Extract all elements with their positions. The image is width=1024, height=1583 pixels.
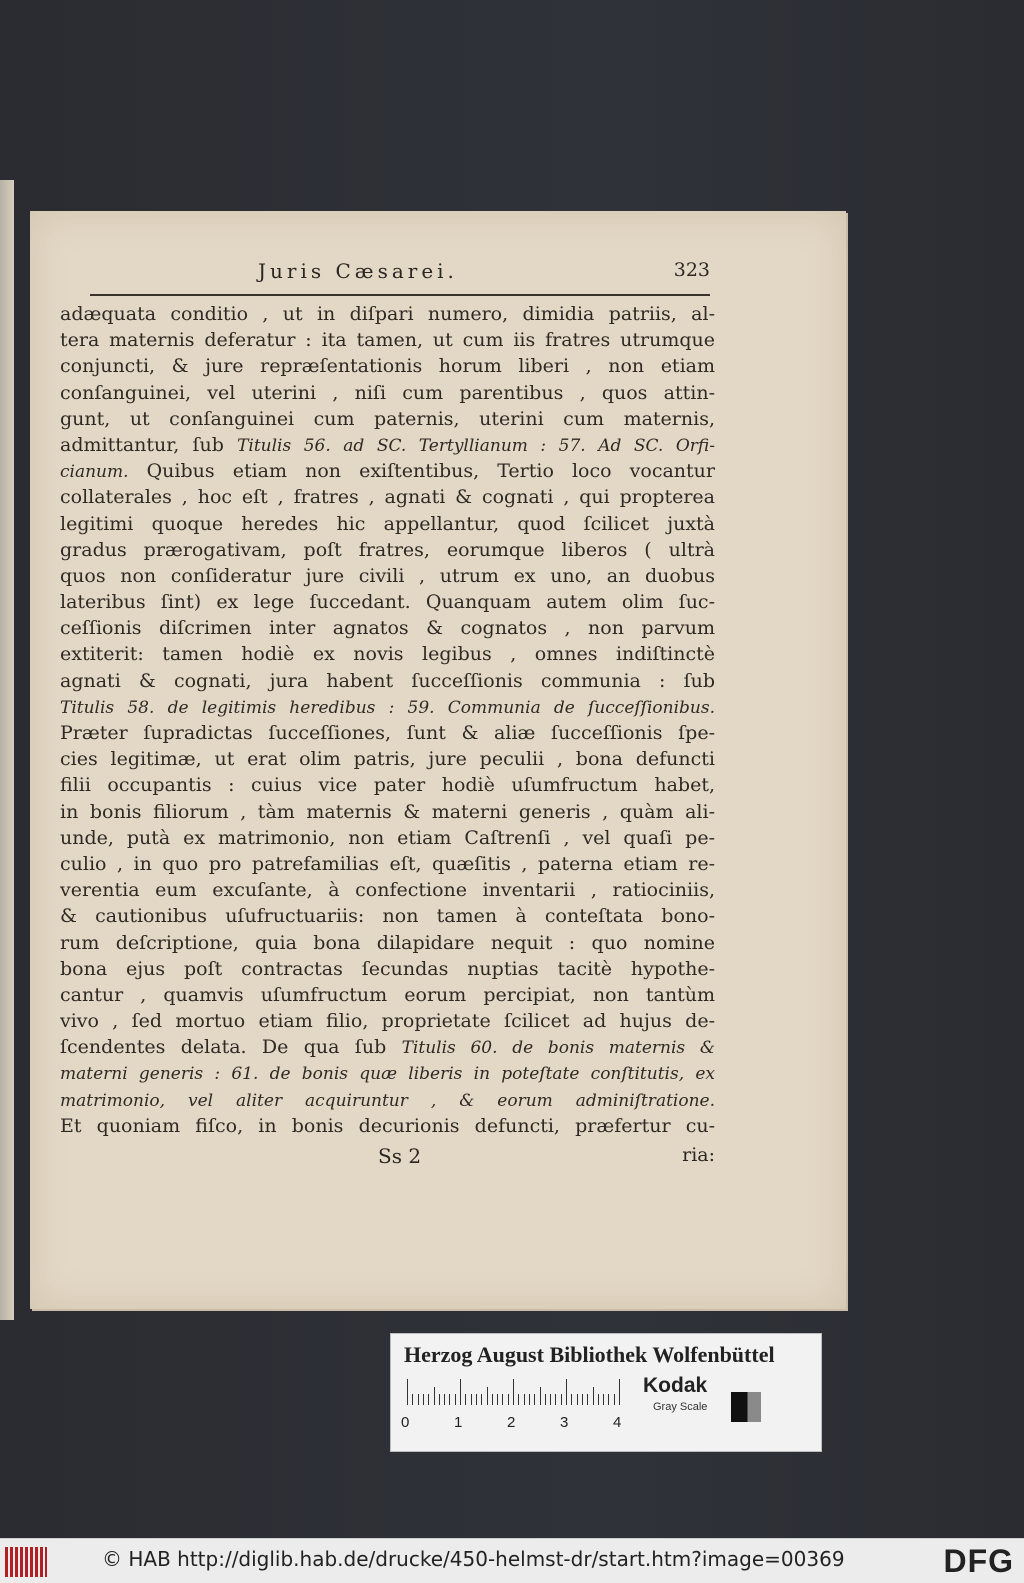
ruler-tick xyxy=(608,1394,609,1405)
ruler-number: 4 xyxy=(613,1414,622,1431)
text-line xyxy=(60,537,715,563)
text-line xyxy=(60,353,715,379)
book-page xyxy=(30,211,846,1309)
head-rule xyxy=(90,294,710,296)
text-run: conjuncti, & jure repræſentationis horum liberi , non etiam xyxy=(60,355,715,378)
text-run: culio , in quo pro patrefamilias eſt, quæſitis , paterna etiam re- xyxy=(60,852,715,875)
text-line xyxy=(60,327,715,353)
credit-link[interactable]: © HAB http://diglib.hab.de/drucke/450-helmst-dr/start.htm?image=00369 xyxy=(102,1547,845,1571)
ruler-number: 0 xyxy=(401,1414,410,1431)
text-line xyxy=(60,1060,715,1086)
text-line xyxy=(60,432,715,458)
ruler-tick xyxy=(412,1394,413,1405)
text-line xyxy=(60,458,715,484)
text-line xyxy=(60,589,715,615)
ruler-tick xyxy=(593,1387,594,1405)
text-line xyxy=(60,1034,715,1060)
text-run: cies legitimæ, ut erat olim patris, jure peculii , bona defuncti xyxy=(60,748,715,771)
text-line xyxy=(60,956,715,982)
text-line xyxy=(60,511,715,537)
text-run: vivo , ſed mortuo etiam filio, proprietate ſcilicet ad hujus de- xyxy=(60,1010,715,1033)
text-line xyxy=(60,563,715,589)
text-line xyxy=(60,903,715,929)
text-run: admittantur, ſub xyxy=(60,433,238,456)
ruler-tick xyxy=(481,1394,482,1405)
ruler-tick xyxy=(508,1394,509,1405)
text-line xyxy=(60,615,715,641)
ruler-tick xyxy=(444,1394,445,1405)
text-run: verentia eum excuſante, à confectione inventarii , ratiociniis, xyxy=(60,879,715,902)
ruler-tick xyxy=(534,1394,535,1405)
italic-citation: Titulis 56. ad SC. Tertyllianum : 57. Ad SC. Orfi- xyxy=(237,435,715,456)
text-run: conſanguinei, vel uterini , niſi cum parentibus , quos attin- xyxy=(60,381,715,404)
text-line xyxy=(60,406,715,432)
ruler-tick xyxy=(571,1394,572,1405)
color-target-card xyxy=(390,1333,822,1452)
dfg-logo: DFG xyxy=(943,1543,1014,1579)
ruler-tick xyxy=(582,1394,583,1405)
text-run: in bonis filiorum , tàm maternis & materni generis , quàm ali- xyxy=(60,800,715,823)
gray-scale-swatch xyxy=(731,1392,761,1422)
text-run: lateribus ſint) ex lege ſuccedant. Quanquam autem olim ſuc- xyxy=(60,591,715,614)
italic-citation: materni generis : 61. de bonis quæ liberis in poteſtate conſtitutis, ex xyxy=(60,1064,715,1085)
text-run: cantur , quamvis uſumfructum eorum percipiat, non tantùm xyxy=(60,983,715,1006)
text-run: Præter ſupradictas ſucceſſiones, ſunt & aliæ ſucceſſionis ſpe- xyxy=(60,722,715,744)
text-line xyxy=(60,720,715,746)
ruler-tick xyxy=(513,1379,514,1405)
ruler-tick xyxy=(428,1394,429,1405)
ruler-tick xyxy=(619,1379,620,1405)
text-line xyxy=(60,799,715,825)
ruler-tick xyxy=(614,1394,615,1405)
italic-citation: Titulis 58. de legitimis heredibus : 59. Communia de ſucceſſionibus. xyxy=(60,697,715,718)
running-head xyxy=(90,257,710,291)
ruler-tick xyxy=(449,1394,450,1405)
text-run: collaterales , hoc eſt , fratres , agnati & cognati , qui propterea xyxy=(60,486,715,509)
text-run: ceſſionis diſcrimen inter agnatos & cognatos , non parvum xyxy=(60,617,715,640)
ruler-tick xyxy=(418,1394,419,1405)
signature-mark: Ss 2 xyxy=(378,1144,422,1168)
text-line xyxy=(60,694,715,720)
ruler-tick xyxy=(550,1394,551,1405)
text-run: adæquata conditio , ut in diſpari numero, dimidia patriis, al- xyxy=(60,303,715,325)
text-line xyxy=(60,746,715,772)
text-line xyxy=(60,825,715,851)
ruler-tick xyxy=(497,1394,498,1405)
text-line xyxy=(60,380,715,406)
ruler-tick xyxy=(561,1394,562,1405)
barcode-icon xyxy=(5,1547,47,1577)
gray-scale-label: Gray Scale xyxy=(653,1401,708,1413)
text-run: gradus prærogativam, poſt fratres, eorumque liberos ( ultrà xyxy=(60,538,715,561)
ruler-tick xyxy=(471,1394,472,1405)
kodak-logo: Kodak xyxy=(643,1374,708,1397)
ruler-tick xyxy=(407,1379,408,1405)
ruler-tick xyxy=(439,1394,440,1405)
text-line xyxy=(60,1087,715,1113)
ruler-tick xyxy=(545,1394,546,1405)
text-line xyxy=(60,1113,715,1139)
text-run: Et quoniam fiſco, in bonis decurionis defuncti, præfertur cu- xyxy=(60,1114,715,1137)
text-run: legitimi quoque heredes hic appellantur, quod ſcilicet juxtà xyxy=(60,512,715,535)
ruler-tick xyxy=(598,1394,599,1405)
text-run: filii occupantis : cuius vice pater hodiè uſumfructum habet, xyxy=(60,774,715,797)
text-line xyxy=(60,301,715,327)
italic-citation: matrimonio, vel aliter acquiruntur , & eorum adminiſtratione. xyxy=(60,1090,715,1111)
bottom-credit-bar xyxy=(0,1538,1024,1583)
page-footer xyxy=(60,1144,715,1172)
ruler-scale xyxy=(407,1379,625,1405)
ruler-number: 3 xyxy=(560,1414,569,1431)
text-run: agnati & cognati, jura habent ſucceſſionis communia : ſub xyxy=(60,669,715,692)
previous-page-edge xyxy=(0,180,14,1320)
ruler-tick xyxy=(423,1394,424,1405)
running-title: Juris Cæsarei. xyxy=(258,259,458,283)
ruler-tick xyxy=(540,1387,541,1405)
text-run: Quibus etiam non exiſtentibus, Tertio loco vocantur xyxy=(128,460,715,483)
text-line xyxy=(60,1008,715,1034)
text-run: unde, putà ex matrimonio, non etiam Caſtrenſi , vel quaſi pe- xyxy=(60,826,715,849)
ruler-tick xyxy=(455,1394,456,1405)
text-line xyxy=(60,641,715,667)
ruler-tick xyxy=(524,1394,525,1405)
text-line xyxy=(60,851,715,877)
text-line xyxy=(60,484,715,510)
ruler-tick xyxy=(555,1394,556,1405)
text-run: bona ejus poſt contractas ſecundas nuptias tacitè hypothe- xyxy=(60,957,715,980)
ruler-tick xyxy=(476,1394,477,1405)
text-run: tera maternis deferatur : ita tamen, ut cum iis fratres utrumque xyxy=(60,329,715,352)
italic-citation: Titulis 60. de bonis maternis & xyxy=(401,1038,715,1059)
text-run: gunt, ut conſanguinei cum paternis, uterini cum maternis, xyxy=(60,407,715,430)
ruler-tick xyxy=(460,1379,461,1405)
ruler-tick xyxy=(577,1394,578,1405)
text-run: & cautionibus uſufructuariis: non tamen à conteſtata bono- xyxy=(60,905,715,928)
ruler-tick xyxy=(518,1394,519,1405)
ruler-tick xyxy=(434,1387,435,1405)
ruler-number: 1 xyxy=(454,1414,463,1431)
text-run: ſcendentes delata. De qua ſub xyxy=(60,1036,402,1059)
ruler-tick xyxy=(529,1394,530,1405)
ruler-numbers xyxy=(401,1414,641,1434)
ruler-tick xyxy=(487,1387,488,1405)
page-number: 323 xyxy=(673,259,710,281)
page-body-text xyxy=(60,301,715,1139)
library-name: Herzog August Bibliothek Wolfenbüttel xyxy=(404,1342,775,1367)
text-line xyxy=(60,772,715,798)
text-run: extiterit: tamen hodiè ex novis legibus , omnes indiſtinctè xyxy=(60,643,715,666)
text-line xyxy=(60,668,715,694)
text-line xyxy=(60,877,715,903)
ruler-tick xyxy=(587,1394,588,1405)
ruler-tick xyxy=(465,1394,466,1405)
italic-citation: cianum. xyxy=(60,462,129,483)
ruler-tick xyxy=(502,1394,503,1405)
text-run: rum deſcriptione, quia bona dilapidare nequit : quo nomine xyxy=(60,931,715,954)
text-line xyxy=(60,982,715,1008)
ruler-tick xyxy=(566,1379,567,1405)
ruler-tick xyxy=(492,1394,493,1405)
text-run: quos non conſideratur jure civili , utrum ex uno, an duobus xyxy=(60,564,715,587)
ruler-number: 2 xyxy=(507,1414,516,1431)
text-line xyxy=(60,930,715,956)
ruler-tick xyxy=(603,1394,604,1405)
catchword: ria: xyxy=(682,1144,715,1166)
